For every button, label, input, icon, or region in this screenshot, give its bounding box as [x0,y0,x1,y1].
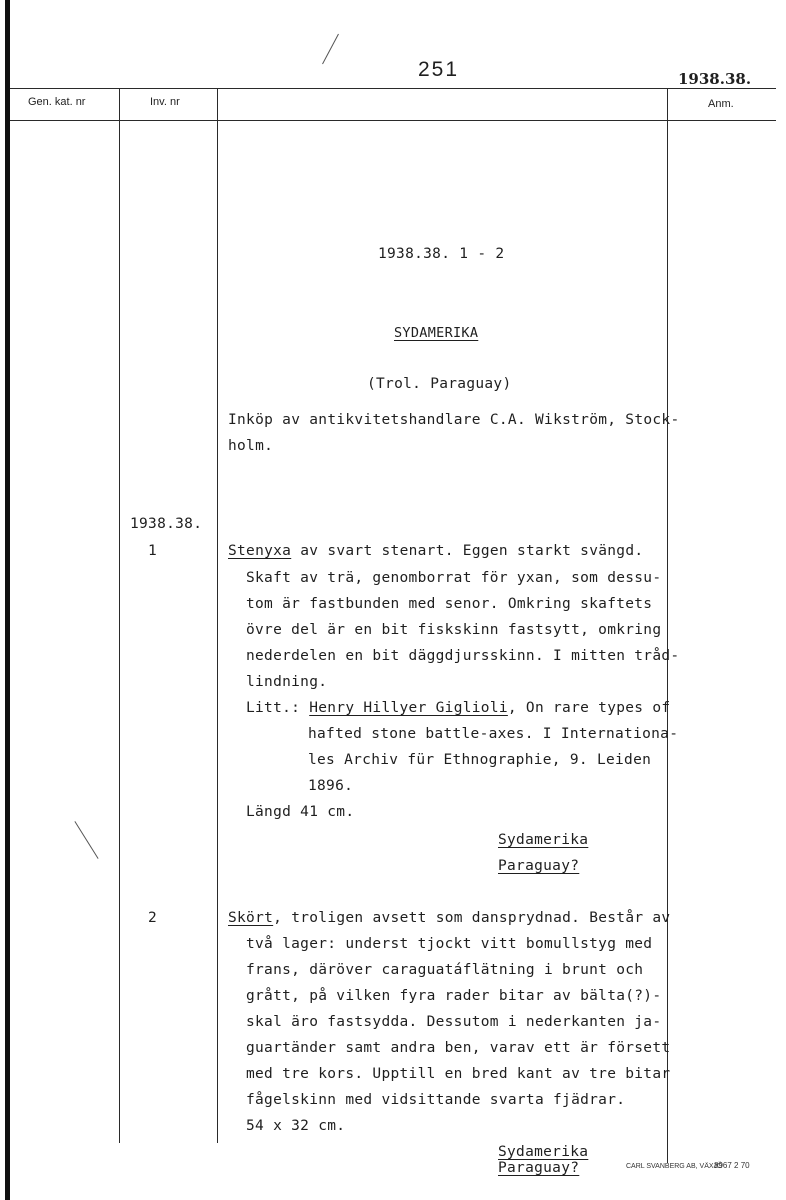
header-rule-bottom [10,120,776,121]
item-1-first-rest: av svart stenart. Eggen starkt svängd. [291,543,644,559]
item-1-region-b: Paraguay? [498,858,580,874]
acquisition-line-2: holm. [228,438,274,454]
item-2-region-a: Sydamerika [498,1144,589,1160]
item-2-line: grått, på vilken fyra rader bitar av bälta(?)- [246,988,662,1004]
item-2-first-line [228,910,670,926]
left-margin-bar [5,0,10,1200]
column-divider-gen-inv [119,88,120,1143]
literature-author: Henry Hillyer Giglioli [309,700,508,716]
item-2-first-rest: , troligen avsett som dansprydnad. Består av [273,910,671,926]
item-1-region-a: Sydamerika [498,832,589,848]
item-2-line: fågelskinn med vidsittande svarta fjädrar. [246,1092,626,1108]
pen-stroke-top [322,34,339,64]
item-1-line: lindning. [246,674,328,690]
literature-label: Litt.: [246,700,310,716]
item-1-literature-cont: 1896. [308,778,354,794]
inv-number-item-2: 2 [148,910,158,926]
column-divider-text-anm [667,88,668,1163]
pen-stroke-margin [74,821,98,859]
inv-number-item-1: 1 [148,543,158,559]
inv-number-prefix: 1938.38. [130,516,203,532]
origin-note: (Trol. Paraguay) [367,376,512,392]
item-1-line: tom är fastbunden med senor. Omkring skaftets [246,596,653,612]
item-1-line: nederdelen en bit däggdjursskinn. I mitten tråd- [246,648,680,664]
item-2-line: med tre kors. Upptill en bred kant av tre bitar [246,1066,671,1082]
literature-rest: , On rare types of [507,700,671,716]
item-1-first-line [228,543,643,559]
item-2-line: skal äro fastsydda. Dessutom i nederkanten ja- [246,1014,662,1030]
item-1-term: Stenyxa [228,543,292,559]
item-1-line: Skaft av trä, genomborrat för yxan, som dessu- [246,570,662,586]
printer-imprint: CARL SVANBERG AB, VÄXJÖ [626,1163,723,1170]
item-2-region-b: Paraguay? [498,1160,580,1176]
column-divider-inv-text [217,88,218,1143]
item-2-line: två lager: underst tjockt vitt bomullstyg med [246,936,653,952]
column-header-anm: Anm. [708,98,734,110]
region-heading: SYDAMERIKA [394,325,479,341]
form-number: 8967 2 70 [714,1161,750,1170]
item-1-size: Längd 41 cm. [246,804,355,820]
item-1-line: övre del är en bit fiskskinn fastsytt, omkring [246,622,662,638]
column-header-gen-kat: Gen. kat. nr [28,96,86,108]
column-header-inv: Inv. nr [150,96,180,108]
page-number: 251 [418,58,460,81]
item-1-literature-line [246,700,670,716]
year-reference: 1938.38. [678,70,752,88]
item-2-term: Skört [228,910,274,926]
item-2-size: 54 x 32 cm. [246,1118,346,1134]
item-1-literature-cont: hafted stone battle-axes. I Internationa- [308,726,679,742]
acquisition-line-1: Inköp av antikvitetshandlare C.A. Wikström, Stock- [228,412,680,428]
item-2-line: guartänder samt andra ben, varav ett är försett [246,1040,671,1056]
item-2-line: frans, däröver caraguatáflätning i brunt och [246,962,644,978]
header-rule-top [10,88,776,89]
item-1-literature-cont: les Archiv für Ethnographie, 9. Leiden [308,752,652,768]
catalogue-range: 1938.38. 1 - 2 [378,246,505,262]
